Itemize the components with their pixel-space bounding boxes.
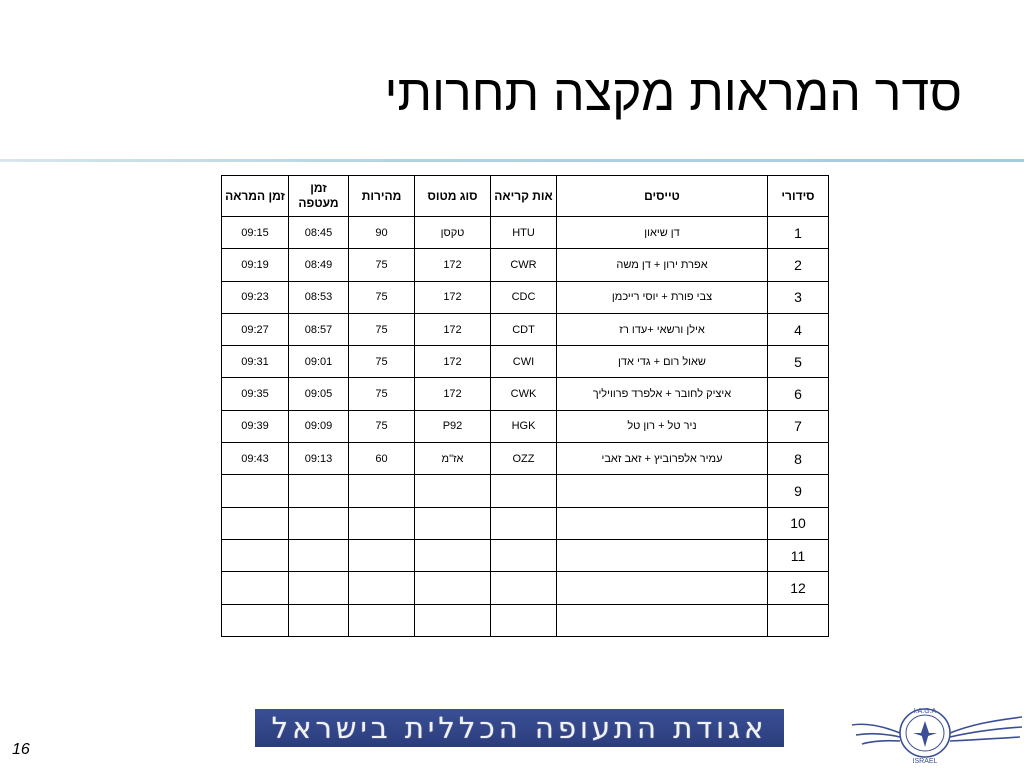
cell-aircraft-type: 172	[415, 281, 491, 313]
cell-serial: 10	[768, 507, 829, 539]
logo-text-bottom: ISRAEL	[912, 758, 938, 765]
cell-serial: 1	[768, 217, 829, 249]
table-row	[222, 249, 829, 281]
page-number: 16	[12, 741, 30, 758]
table-row	[222, 539, 829, 571]
cell-takeoff-time: 09:23	[222, 281, 289, 313]
cell-callsign	[491, 507, 557, 539]
cell-callsign	[491, 604, 557, 636]
cell-serial: 2	[768, 249, 829, 281]
cell-speed	[349, 572, 415, 604]
cell-crew: עמיר אלפרוביץ + זאב זאבי	[557, 443, 768, 475]
cell-speed: 75	[349, 346, 415, 378]
cell-envelope-time: 09:05	[289, 378, 349, 410]
cell-envelope-time: 08:49	[289, 249, 349, 281]
cell-callsign: CWR	[491, 249, 557, 281]
cell-callsign	[491, 539, 557, 571]
slide-title: סדר המראות מקצה תחרותי	[384, 65, 962, 121]
cell-speed	[349, 475, 415, 507]
cell-aircraft-type	[415, 475, 491, 507]
header-takeoff-time: זמן המראה	[222, 176, 289, 217]
cell-callsign	[491, 475, 557, 507]
header-serial: סידורי	[768, 176, 829, 217]
cell-crew	[557, 539, 768, 571]
table-row	[222, 346, 829, 378]
cell-serial: 12	[768, 572, 829, 604]
cell-crew: אילן ורשאי +עדו רז	[557, 313, 768, 345]
cell-crew	[557, 507, 768, 539]
cell-aircraft-type: 172	[415, 313, 491, 345]
cell-takeoff-time: 09:31	[222, 346, 289, 378]
table-row	[222, 507, 829, 539]
table-row	[222, 604, 829, 636]
takeoff-schedule-table	[221, 175, 829, 637]
cell-aircraft-type	[415, 604, 491, 636]
cell-callsign: HTU	[491, 217, 557, 249]
cell-speed: 75	[349, 313, 415, 345]
cell-crew: דן שיאון	[557, 217, 768, 249]
header-crew: טייסים	[557, 176, 768, 217]
cell-crew: שאול רום + גדי אדן	[557, 346, 768, 378]
logo-text-top: I.A.G.A	[913, 708, 937, 715]
cell-callsign	[491, 572, 557, 604]
cell-serial: 8	[768, 443, 829, 475]
cell-envelope-time	[289, 572, 349, 604]
cell-serial	[768, 604, 829, 636]
cell-crew: אפרת ירון + דן משה	[557, 249, 768, 281]
cell-envelope-time	[289, 475, 349, 507]
iaga-wings-logo	[850, 695, 1024, 768]
cell-serial: 11	[768, 539, 829, 571]
cell-speed	[349, 507, 415, 539]
cell-crew: ניר טל + רון טל	[557, 410, 768, 442]
cell-takeoff-time	[222, 475, 289, 507]
cell-callsign: CWK	[491, 378, 557, 410]
cell-callsign: CWI	[491, 346, 557, 378]
cell-envelope-time: 09:01	[289, 346, 349, 378]
cell-speed: 75	[349, 410, 415, 442]
cell-serial: 9	[768, 475, 829, 507]
cell-takeoff-time	[222, 539, 289, 571]
table-row	[222, 443, 829, 475]
header-callsign: אות קריאה	[491, 176, 557, 217]
cell-envelope-time: 09:09	[289, 410, 349, 442]
cell-callsign: CDT	[491, 313, 557, 345]
cell-takeoff-time	[222, 507, 289, 539]
cell-callsign: HGK	[491, 410, 557, 442]
table-row	[222, 217, 829, 249]
cell-aircraft-type: P92	[415, 410, 491, 442]
cell-crew	[557, 572, 768, 604]
cell-envelope-time	[289, 604, 349, 636]
cell-takeoff-time: 09:43	[222, 443, 289, 475]
cell-envelope-time: 09:13	[289, 443, 349, 475]
header-speed: מהירות	[349, 176, 415, 217]
cell-takeoff-time: 09:19	[222, 249, 289, 281]
cell-takeoff-time: 09:27	[222, 313, 289, 345]
cell-speed: 60	[349, 443, 415, 475]
table-row	[222, 281, 829, 313]
cell-speed: 90	[349, 217, 415, 249]
cell-crew	[557, 604, 768, 636]
cell-aircraft-type	[415, 539, 491, 571]
title-divider	[0, 159, 1024, 162]
table-row	[222, 378, 829, 410]
cell-serial: 4	[768, 313, 829, 345]
cell-aircraft-type: אז"מ	[415, 443, 491, 475]
cell-envelope-time	[289, 507, 349, 539]
cell-speed	[349, 539, 415, 571]
cell-envelope-time: 08:45	[289, 217, 349, 249]
cell-aircraft-type: 172	[415, 346, 491, 378]
cell-takeoff-time	[222, 572, 289, 604]
cell-speed: 75	[349, 249, 415, 281]
cell-serial: 6	[768, 378, 829, 410]
table-row	[222, 572, 829, 604]
cell-crew: איציק לחובר + אלפרד פרוויליך	[557, 378, 768, 410]
cell-aircraft-type	[415, 507, 491, 539]
cell-crew	[557, 475, 768, 507]
banner-text: אגודת התעופה הכללית בישראל	[271, 711, 768, 745]
cell-takeoff-time	[222, 604, 289, 636]
table-row	[222, 313, 829, 345]
cell-crew: צבי פורת + יוסי רייכמן	[557, 281, 768, 313]
cell-speed	[349, 604, 415, 636]
cell-takeoff-time: 09:35	[222, 378, 289, 410]
table-row	[222, 410, 829, 442]
cell-speed: 75	[349, 378, 415, 410]
cell-takeoff-time: 09:39	[222, 410, 289, 442]
cell-aircraft-type: טקסן	[415, 217, 491, 249]
cell-envelope-time	[289, 539, 349, 571]
association-banner	[255, 709, 784, 747]
cell-serial: 7	[768, 410, 829, 442]
header-envelope-time: זמן מעטפה	[289, 176, 349, 217]
header-aircraft-type: סוג מטוס	[415, 176, 491, 217]
table-row	[222, 475, 829, 507]
cell-aircraft-type: 172	[415, 378, 491, 410]
cell-serial: 3	[768, 281, 829, 313]
cell-callsign: CDC	[491, 281, 557, 313]
cell-envelope-time: 08:53	[289, 281, 349, 313]
cell-envelope-time: 08:57	[289, 313, 349, 345]
cell-takeoff-time: 09:15	[222, 217, 289, 249]
cell-aircraft-type: 172	[415, 249, 491, 281]
table-body	[222, 217, 829, 637]
table-header-row	[222, 176, 829, 217]
cell-aircraft-type	[415, 572, 491, 604]
cell-speed: 75	[349, 281, 415, 313]
cell-callsign: OZZ	[491, 443, 557, 475]
cell-serial: 5	[768, 346, 829, 378]
